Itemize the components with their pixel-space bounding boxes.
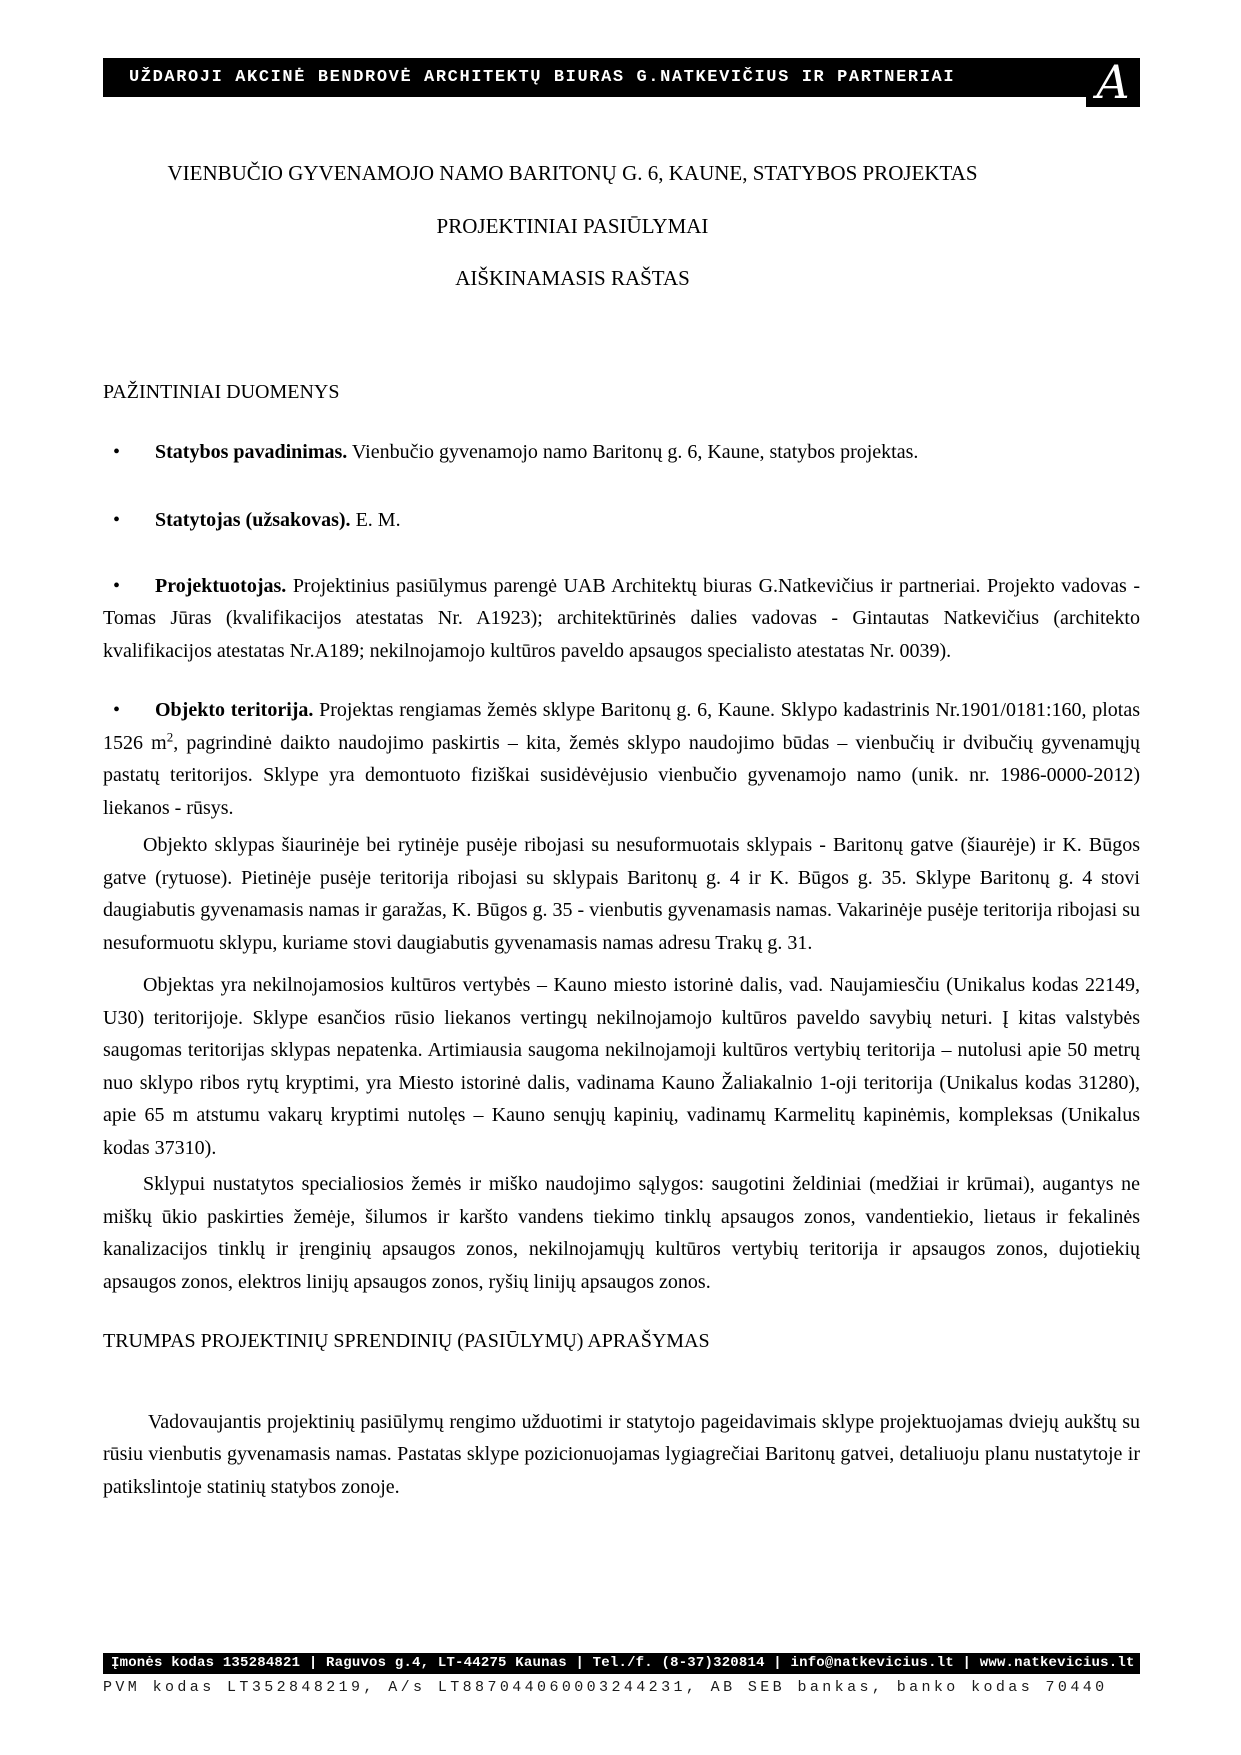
footer-contact-line: Įmonės kodas 135284821 | Raguvos g.4, LT-44275 Kaunas | Tel./f. (8-37)320814 | info@natkevicius.lt | www.natkevicius.lt [111, 1655, 1135, 1671]
document-subtitle-2: AIŠKINAMASIS RAŠTAS [455, 266, 690, 290]
bullet-text: E. M. [355, 509, 401, 531]
bullet-label: Statybos pavadinimas. [155, 440, 348, 463]
paragraph-design-solutions: Vadovaujantis projektinių pasiūlymų rengimo užduotimi ir statytojo pageidavimais sklype projektuojamas dviejų aukštų su rūsiu vienbutis gyvenamasis namas. Pastatas sklype pozicionuojamas lygiagrečiai Baritonų gatvei, detaliuoju planu nustatytoje ir patikslintoje statinių statybos zonoje. [103, 1410, 1140, 1498]
bullet-marker: • [113, 509, 121, 531]
bullet-text: Vienbučio gyvenamojo namo Baritonų g. 6, Kaune, statybos projektas. [351, 440, 919, 463]
section-heading-solutions: TRUMPAS PROJEKTINIŲ SPRENDINIŲ (PASIŪLYMŲ) APRAŠYMAS [103, 1330, 710, 1352]
company-name: UŽDAROJI AKCINĖ BENDROVĖ ARCHITEKTŲ BIURAS G.NATKEVIČIUS IR PARTNERIAI [129, 68, 956, 87]
title-block [103, 159, 1140, 292]
superscript-square: 2 [166, 728, 174, 744]
paragraph-land-conditions: Sklypui nustatytos specialiosios žemės ir miško naudojimo sąlygos: saugotini želdiniai (medžiai ir krūmai), augantys ne miškų ūkio paskirties žemėje, šilumos ir karšto vandens tiekimo tinklų apsaugos zonos, vandentiekio, lietaus ir fekalinės kanalizacijos tinklų ir įrenginių apsaugos zonos, nekilnojamųjų kultūros vertybių teritorija ir apsaugos zonos, dujotiekių apsaugos zonos, elektros linijų apsaugos zonos, ryšių linijų apsaugos zonos. [103, 1173, 1140, 1293]
bullet-item-designer [103, 570, 1140, 668]
bullet-item-client [103, 504, 1140, 537]
bullet-label: Objekto teritorija. [155, 699, 314, 721]
bullet-text: Projektas rengiamas žemės sklype Baritonų g. 6, Kaune. Sklypo kadastrinis Nr.1901/0181:160, plotas 1526 m [103, 699, 1140, 754]
paragraph-heritage: Objektas yra nekilnojamosios kultūros vertybės – Kauno miesto istorinė dalis, vad. Naujamiesčiu (Unikalus kodas 22149, U30) teritorijoje. Sklype esančios rūsio liekanos vertingų nekilnojamojo kultūros paveldo savybių neturi. Į kitas valstybės saugomas teritorijas sklypas nepatenka. Artimiausia saugoma nekilnojamoji kultūros vertybių teritorija – nutolusi apie 50 metrų nuo sklypo ribos rytų kryptimi, yra Miesto istorinė dalis, vadinama Kauno Žaliakalnio 1-oji teritorija (Unikalus kodas 31280), apie 65 m atstumu vakarų kryptimi nutolęs – Kauno senųjų kapinių, vadinamų Karmelitų kapinėmis, kompleksas (Unikalus kodas 37310). [103, 974, 1140, 1159]
bullet-label: Statytojas (užsakovas). [155, 509, 351, 531]
footer-info-bar [103, 1653, 1140, 1674]
bullet-label: Projektuotojas. [155, 574, 287, 597]
bullet-text: Projektinius pasiūlymus parengė UAB Architektų biuras G.Natkevičius ir partneriai. Projekto vadovas - Tomas Jūras (kvalifikacijos atestatas Nr. A1923); architektūrinės dalies vadovas - Gintautas Natkevičius (architekto kvalifikacijos atestatas Nr.A189; nekilnojamojo kultūros paveldo apsaugos specialisto atestatas Nr. 0039). [103, 574, 1140, 662]
bullet-text-continued: , pagrindinė daikto naudojimo paskirtis – kita, žemės sklypo naudojimo būdas – vienbučių ir dvibučių gyvenamųjų pastatų teritorijos. Sklype yra demontuoto fiziškai susidėvėjusio vienbučio gyvenamojo namo (unik. nr. 1986-0000-2012) liekanos - rūsys. [103, 731, 1140, 819]
bullet-item-project-name [103, 436, 1140, 469]
document-body [103, 0, 1140, 1503]
document-title: VIENBUČIO GYVENAMOJO NAMO BARITONŲ G. 6, KAUNE, STATYBOS PROJEKTAS [167, 161, 978, 185]
bullet-item-territory [103, 694, 1140, 824]
bullet-marker: • [113, 574, 121, 597]
bullet-marker: • [113, 440, 121, 463]
bullet-marker: • [113, 699, 121, 721]
section-heading-intro: PAŽINTINIAI DUOMENYS [103, 381, 340, 403]
footer-bank-line: PVM kodas LT352848219, A/s LT887044060003244231, AB SEB bankas, banko kodas 70440 [103, 1679, 1108, 1696]
logo-letter-icon: A [1096, 55, 1130, 109]
document-subtitle: PROJEKTINIAI PASIŪLYMAI [436, 214, 709, 238]
paragraph-site-boundaries: Objekto sklypas šiaurinėje bei rytinėje pusėje ribojasi su nesuformuotais sklypais - Baritonų gatve (šiaurėje) ir K. Būgos gatve (rytuose). Pietinėje pusėje teritorija ribojasi su sklypais Baritonų g. 4 ir K. Būgos g. 35. Sklype Baritonų g. 4 stovi daugiabutis gyvenamasis namas ir garažas, K. Būgos g. 35 - vienbutis gyvenamasis namas. Vakarinėje pusėje teritorija ribojasi su nesuformuotu sklypu, kuriame stovi daugiabutis gyvenamasis namas adresu Trakų g. 31. [103, 834, 1140, 954]
